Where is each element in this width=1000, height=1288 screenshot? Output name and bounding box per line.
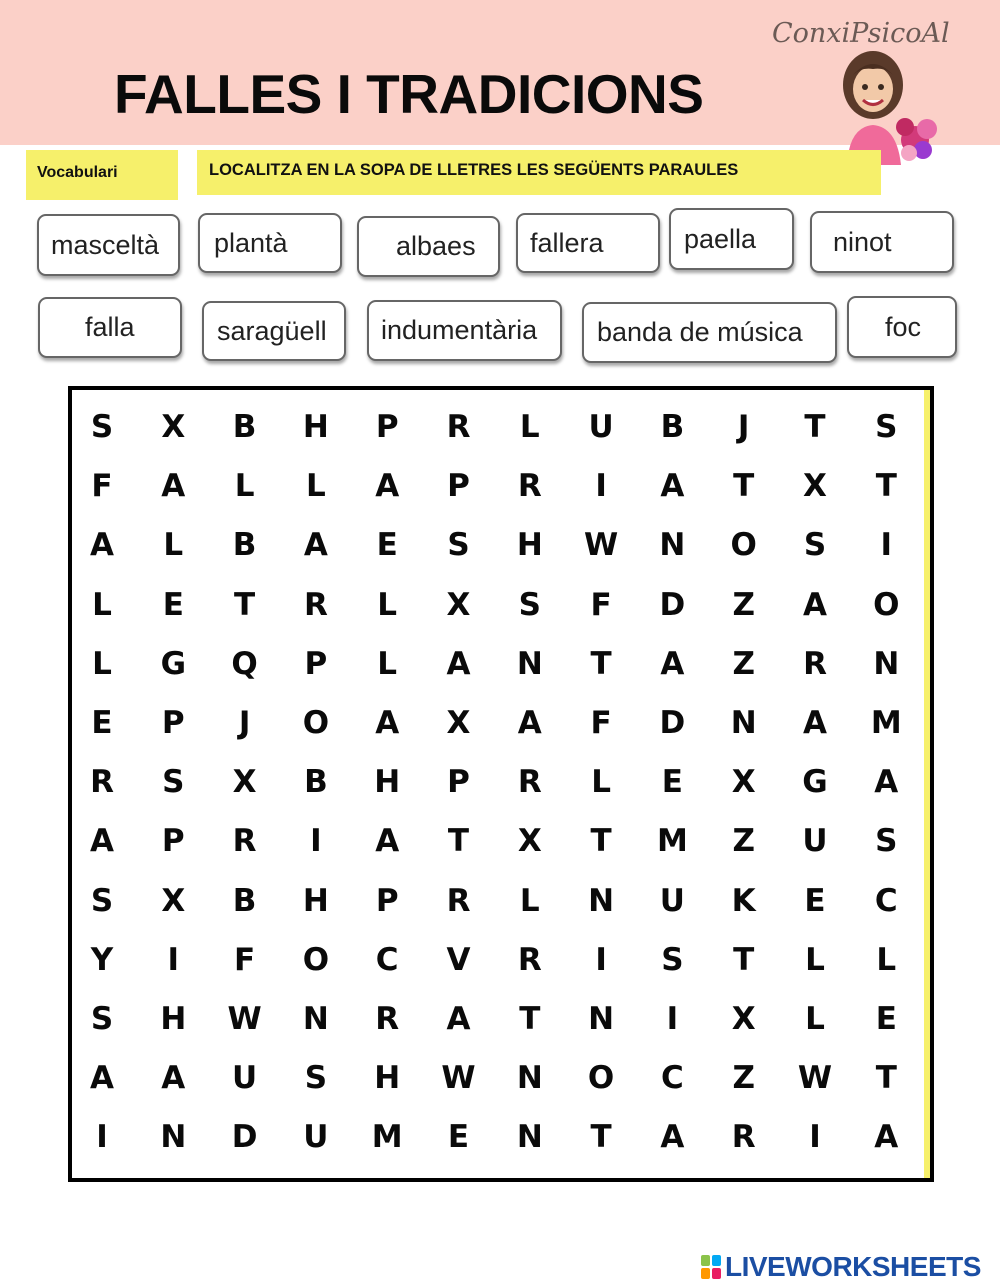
grid-letter[interactable]: X bbox=[731, 1001, 756, 1037]
grid-letter[interactable]: T bbox=[875, 1060, 897, 1097]
grid-letter[interactable]: J bbox=[737, 409, 750, 445]
grid-letter[interactable]: Y bbox=[90, 941, 114, 978]
grid-letter[interactable]: A bbox=[375, 705, 400, 741]
grid-letter[interactable]: A bbox=[303, 527, 328, 564]
grid-letter[interactable]: I bbox=[809, 1119, 821, 1156]
author-avatar-icon bbox=[835, 45, 940, 165]
grid-letter[interactable]: I bbox=[595, 941, 607, 978]
grid-letter[interactable]: D bbox=[231, 1119, 258, 1156]
grid-letter[interactable]: F bbox=[590, 586, 612, 623]
grid-letter[interactable]: N bbox=[588, 882, 615, 919]
grid-letter[interactable]: N bbox=[730, 705, 757, 741]
grid-letter[interactable]: P bbox=[161, 823, 185, 860]
grid-letter[interactable]: L bbox=[377, 586, 398, 623]
grid-letter[interactable]: N bbox=[873, 645, 900, 682]
grid-letter[interactable]: R bbox=[303, 586, 328, 623]
word-box-albaes: albaes bbox=[357, 216, 500, 277]
grid-letter[interactable]: T bbox=[447, 823, 470, 860]
grid-letter[interactable]: R bbox=[517, 468, 542, 505]
grid-letter[interactable]: Z bbox=[732, 586, 755, 623]
grid-letter[interactable]: C bbox=[661, 1060, 684, 1097]
grid-letter[interactable]: I bbox=[595, 468, 607, 505]
grid-letter[interactable]: G bbox=[802, 764, 828, 801]
grid-letter[interactable]: H bbox=[374, 764, 401, 801]
grid-letter[interactable]: K bbox=[731, 882, 756, 919]
grid-letter[interactable]: P bbox=[161, 705, 185, 741]
grid-letter[interactable]: H bbox=[160, 1001, 187, 1037]
word-box-mascleta: masceltà bbox=[37, 214, 180, 276]
grid-letter[interactable]: X bbox=[232, 764, 257, 801]
grid-letter[interactable]: B bbox=[660, 409, 685, 445]
grid-letter[interactable]: S bbox=[518, 586, 541, 623]
grid-letter[interactable]: A bbox=[161, 1060, 186, 1097]
grid-letter[interactable]: O bbox=[873, 586, 900, 623]
grid-letter[interactable]: L bbox=[92, 586, 112, 623]
grid-letter[interactable]: I bbox=[666, 1001, 679, 1037]
grid-letter[interactable]: A bbox=[874, 764, 899, 801]
grid-letter[interactable]: I bbox=[880, 527, 893, 564]
grid-letter[interactable]: A bbox=[660, 645, 685, 682]
grid-letter[interactable]: W bbox=[583, 527, 619, 564]
grid-letter[interactable]: L bbox=[306, 468, 326, 505]
grid-letter[interactable]: E bbox=[804, 882, 826, 919]
instruction-text: LOCALITZA EN LA SOPA DE LLETRES LES SEGÜENTS PARAULES bbox=[197, 150, 881, 195]
grid-letter[interactable]: P bbox=[375, 409, 399, 445]
grid-letter[interactable]: H bbox=[374, 1060, 401, 1097]
grid-letter[interactable]: O bbox=[302, 941, 330, 978]
grid-letter[interactable]: S bbox=[447, 527, 470, 564]
grid-letter[interactable]: X bbox=[517, 823, 542, 860]
grid-letter[interactable]: T bbox=[733, 941, 755, 978]
grid-letter[interactable]: O bbox=[587, 1060, 615, 1097]
grid-letter[interactable]: D bbox=[659, 705, 686, 741]
grid-letter[interactable]: R bbox=[446, 882, 471, 919]
grid-letter[interactable]: U bbox=[232, 1060, 258, 1097]
grid-letter[interactable]: L bbox=[876, 941, 897, 978]
grid-letter[interactable]: G bbox=[160, 645, 187, 682]
grid-letter[interactable]: N bbox=[160, 1119, 187, 1156]
grid-letter[interactable]: J bbox=[238, 705, 251, 741]
grid-letter[interactable]: C bbox=[375, 941, 399, 978]
grid-letter[interactable]: R bbox=[803, 645, 827, 682]
grid-letter[interactable]: L bbox=[92, 645, 112, 682]
grid-letter[interactable]: E bbox=[162, 586, 184, 623]
grid-letter[interactable]: W bbox=[797, 1060, 833, 1097]
grid-letter[interactable]: C bbox=[874, 882, 898, 919]
grid-letter[interactable]: N bbox=[302, 1001, 329, 1037]
grid-letter[interactable]: B bbox=[232, 527, 257, 564]
grid-letter[interactable]: V bbox=[446, 941, 471, 978]
grid-letter[interactable]: A bbox=[161, 468, 186, 505]
word-box-ninot: ninot bbox=[810, 211, 954, 273]
grid-letter[interactable]: N bbox=[516, 645, 543, 682]
grid-letter[interactable]: X bbox=[803, 468, 827, 505]
grid-letter[interactable]: A bbox=[660, 468, 685, 505]
grid-letter[interactable]: X bbox=[731, 764, 756, 801]
grid-letter[interactable]: A bbox=[517, 705, 542, 741]
word-search-grid bbox=[68, 386, 934, 1182]
grid-letter[interactable]: F bbox=[590, 705, 612, 741]
grid-letter[interactable]: S bbox=[304, 1060, 328, 1097]
grid-letter[interactable]: A bbox=[90, 1060, 114, 1097]
grid-letter[interactable]: S bbox=[803, 527, 827, 564]
grid-letter[interactable]: U bbox=[588, 409, 614, 445]
grid-letter[interactable]: A bbox=[874, 1119, 899, 1156]
grid-letter[interactable]: A bbox=[90, 823, 114, 860]
grid-letter[interactable]: X bbox=[161, 882, 186, 919]
grid-letter[interactable]: I bbox=[310, 823, 322, 860]
grid-letter[interactable]: S bbox=[875, 823, 898, 860]
grid-letter[interactable]: L bbox=[377, 645, 398, 682]
word-box-indumentaria: indumentària bbox=[367, 300, 562, 361]
grid-letter[interactable]: S bbox=[90, 409, 114, 445]
grid-letter[interactable]: T bbox=[590, 823, 612, 860]
word-box-saraguell: saragüell bbox=[202, 301, 346, 361]
grid-letter[interactable]: T bbox=[590, 645, 612, 682]
word-box-foc: foc bbox=[847, 296, 957, 358]
grid-letter[interactable]: L bbox=[519, 882, 540, 919]
grid-letter[interactable]: P bbox=[447, 468, 470, 505]
grid-letter[interactable]: L bbox=[234, 468, 255, 505]
grid-letter[interactable]: A bbox=[375, 468, 400, 505]
liveworksheets-brand bbox=[700, 1250, 981, 1284]
grid-letter[interactable]: I bbox=[167, 941, 180, 978]
grid-letter[interactable]: D bbox=[659, 586, 686, 623]
grid-letter[interactable]: P bbox=[304, 645, 328, 682]
grid-letter[interactable]: S bbox=[90, 1001, 114, 1037]
grid-letter[interactable]: X bbox=[161, 409, 186, 445]
grid-letter[interactable]: E bbox=[875, 1001, 897, 1037]
grid-letter[interactable]: X bbox=[446, 586, 471, 623]
word-box-planta: plantà bbox=[198, 213, 342, 273]
grid-letter[interactable]: E bbox=[447, 1119, 470, 1156]
grid-letter[interactable]: N bbox=[588, 1001, 615, 1037]
grid-letter[interactable]: W bbox=[227, 1001, 262, 1037]
grid-letter[interactable]: T bbox=[875, 468, 897, 505]
grid-letter[interactable]: R bbox=[731, 1119, 756, 1156]
grid-letter[interactable]: S bbox=[90, 882, 114, 919]
grid-letter[interactable]: B bbox=[304, 764, 328, 801]
grid-letter[interactable]: A bbox=[90, 527, 114, 564]
grid-letter[interactable]: L bbox=[163, 527, 184, 564]
grid-letter[interactable]: U bbox=[303, 1119, 329, 1156]
grid-letter[interactable]: H bbox=[516, 527, 543, 564]
author-signature: ConxiPsicoAl bbox=[772, 18, 950, 49]
grid-letter[interactable]: R bbox=[517, 941, 542, 978]
grid-letter[interactable]: H bbox=[302, 409, 329, 445]
grid-letter[interactable]: E bbox=[91, 705, 113, 741]
grid-letter[interactable]: L bbox=[519, 409, 540, 445]
grid-letter[interactable]: R bbox=[517, 764, 542, 801]
grid-letter[interactable]: Q bbox=[231, 645, 258, 682]
grid-letter[interactable]: P bbox=[375, 882, 399, 919]
grid-edge-highlight bbox=[924, 390, 930, 1178]
grid-letter[interactable]: B bbox=[232, 409, 257, 445]
grid-letter[interactable]: L bbox=[805, 941, 825, 978]
liveworksheets-wordmark: LIVEWORKSHEETS bbox=[725, 1251, 981, 1282]
grid-letter[interactable]: O bbox=[730, 527, 757, 564]
grid-letter[interactable]: X bbox=[446, 705, 471, 741]
grid-letter[interactable]: Z bbox=[732, 1060, 755, 1097]
grid-letter[interactable]: Z bbox=[732, 823, 755, 860]
grid-letter[interactable]: T bbox=[590, 1119, 612, 1156]
vocabulary-label: Vocabulari bbox=[26, 150, 178, 200]
grid-letter[interactable]: N bbox=[516, 1060, 543, 1097]
grid-letter[interactable]: M bbox=[656, 823, 688, 860]
grid-letter[interactable]: E bbox=[661, 764, 683, 801]
grid-letter[interactable]: R bbox=[232, 823, 257, 860]
grid-letter[interactable]: R bbox=[375, 1001, 400, 1037]
grid-letter[interactable]: A bbox=[375, 823, 400, 860]
grid-letter[interactable]: T bbox=[234, 586, 256, 623]
grid-letter[interactable]: T bbox=[733, 468, 755, 505]
grid-letter[interactable]: L bbox=[591, 764, 611, 801]
grid-letter[interactable]: A bbox=[446, 1001, 471, 1037]
grid-letter[interactable]: R bbox=[90, 764, 114, 801]
grid-letter[interactable]: S bbox=[661, 941, 684, 978]
grid-letter[interactable]: T bbox=[519, 1001, 541, 1037]
grid-letter[interactable]: P bbox=[447, 764, 470, 801]
grid-letter[interactable]: B bbox=[232, 882, 257, 919]
grid-letter[interactable]: R bbox=[446, 409, 471, 445]
grid-letter[interactable]: U bbox=[802, 823, 828, 860]
grid-letter[interactable]: U bbox=[659, 882, 685, 919]
page-title: FALLES I TRADICIONS bbox=[114, 63, 704, 125]
grid-letter[interactable]: W bbox=[441, 1060, 476, 1097]
grid-letter[interactable]: S bbox=[875, 409, 898, 445]
grid-letter[interactable]: A bbox=[803, 705, 827, 741]
grid-letter[interactable]: Z bbox=[732, 645, 755, 682]
grid-letter[interactable]: N bbox=[659, 527, 686, 564]
liveworksheets-logo-icon bbox=[700, 1254, 722, 1280]
grid-letter[interactable]: F bbox=[234, 941, 256, 978]
grid-letter[interactable]: L bbox=[805, 1001, 825, 1037]
grid-letter[interactable]: A bbox=[660, 1119, 685, 1156]
grid-letter[interactable]: N bbox=[516, 1119, 543, 1156]
grid-letter[interactable]: I bbox=[96, 1119, 108, 1156]
grid-letter[interactable]: A bbox=[803, 586, 827, 623]
word-box-paella: paella bbox=[669, 208, 794, 270]
word-box-fallera: fallera bbox=[516, 213, 660, 273]
grid-letter[interactable]: A bbox=[446, 645, 471, 682]
grid-letter[interactable]: T bbox=[804, 409, 826, 445]
grid-letter[interactable]: M bbox=[870, 705, 902, 741]
grid-letter[interactable]: O bbox=[302, 705, 330, 741]
grid-letter[interactable]: F bbox=[91, 468, 113, 505]
grid-letter[interactable]: S bbox=[162, 764, 185, 801]
grid-letter[interactable]: H bbox=[302, 882, 329, 919]
word-box-banda-de-musica: banda de música bbox=[582, 302, 837, 363]
grid-letter[interactable]: E bbox=[376, 527, 398, 564]
word-box-falla: falla bbox=[38, 297, 182, 358]
grid-letter[interactable]: M bbox=[371, 1119, 403, 1156]
